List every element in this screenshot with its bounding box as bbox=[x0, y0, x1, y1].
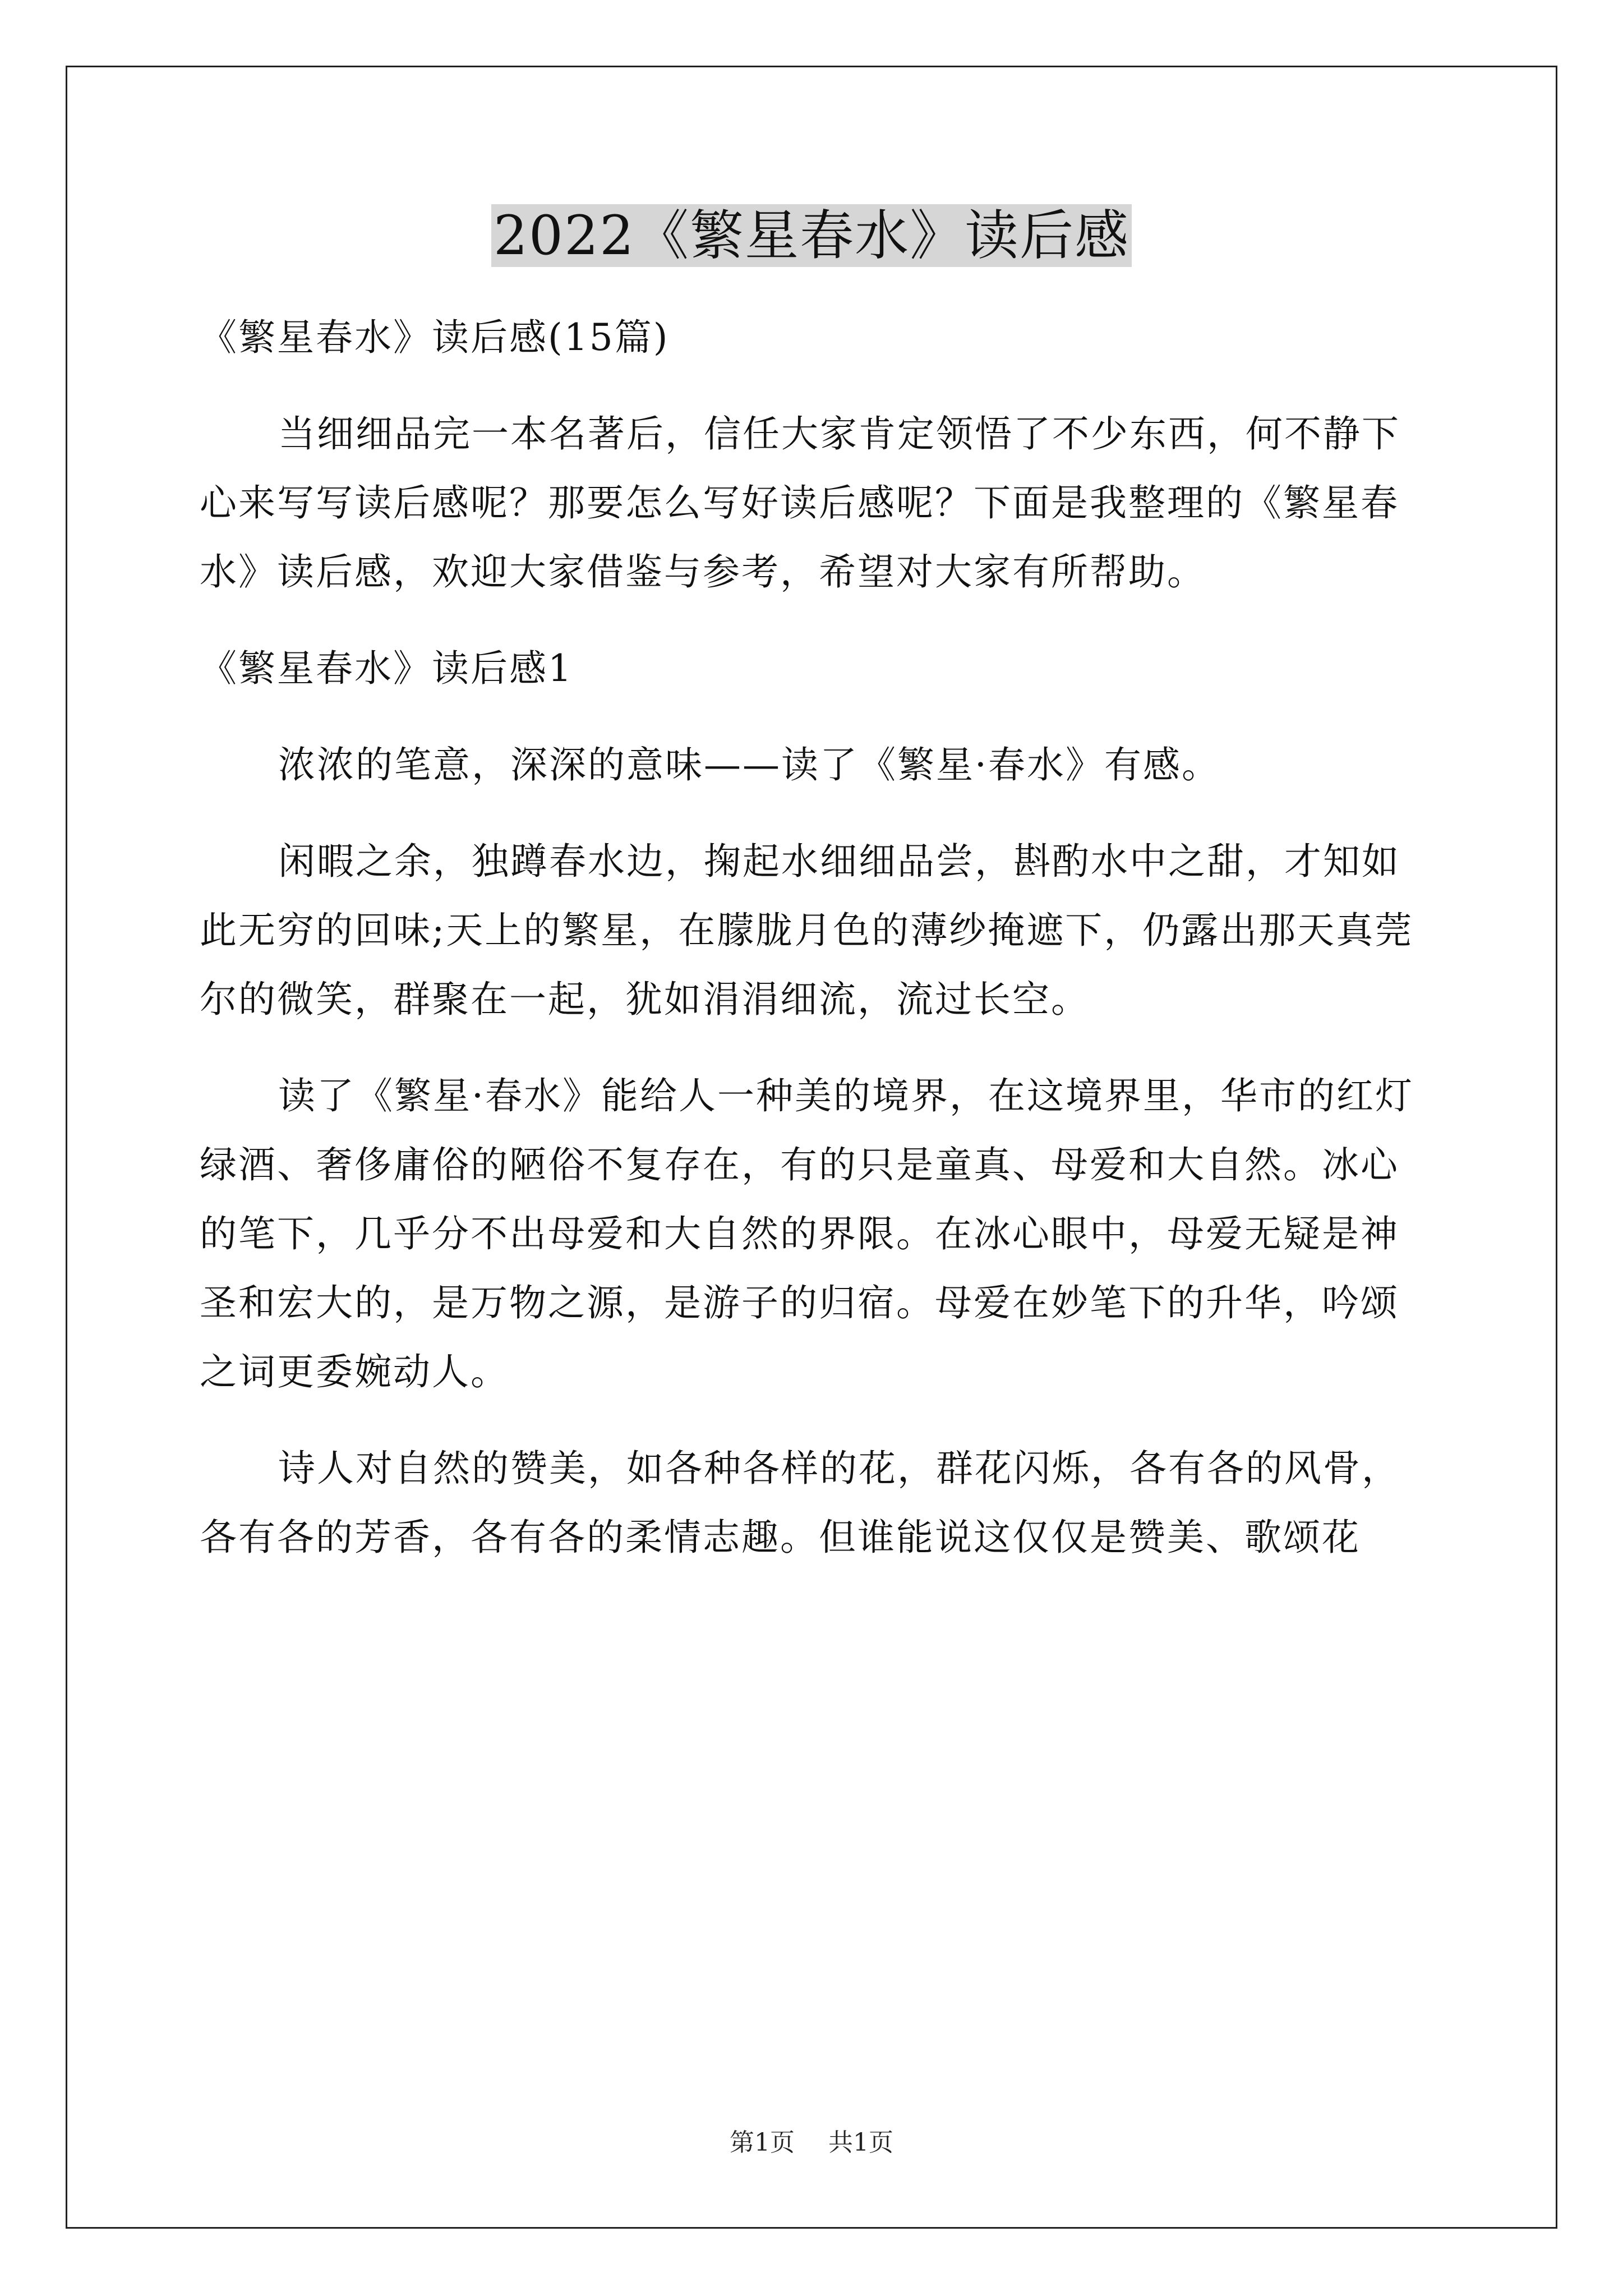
document-title bbox=[0, 194, 1623, 278]
body-paragraph: 诗人对自然的赞美，如各种各样的花，群花闪烁，各有各的风骨，各有各的芳香，各有各的柔情志趣。但谁能说这仅仅是赞美、歌颂花 bbox=[200, 1447, 1400, 1559]
body-paragraph: 当细细品完一本名著后，信任大家肯定领悟了不少东西，何不静下心来写写读后感呢？那要怎么写好读后感呢？下面是我整理的《繁星春水》读后感，欢迎大家借鉴与参考，希望对大家有所帮助。 bbox=[200, 412, 1400, 593]
page-total: 共1页 bbox=[828, 2128, 893, 2157]
section-heading: 《繁星春水》读后感(15篇) bbox=[200, 316, 670, 359]
page-footer bbox=[0, 2126, 1623, 2160]
section-heading: 《繁星春水》读后感1 bbox=[200, 647, 573, 690]
body-paragraph: 读了《繁星·春水》能给人一种美的境界，在这境界里，华市的红灯绿酒、奢侈庸俗的陋俗不复存在，有的只是童真、母爱和大自然。冰心的笔下，几乎分不出母爱和大自然的界限。在冰心眼中，母爱无疑是神圣和宏大的，是万物之源，是游子的归宿。母爱在妙笔下的升华，吟颂之词更委婉动人。 bbox=[200, 1074, 1414, 1393]
page-number: 第1页 bbox=[730, 2128, 795, 2157]
body-paragraph: 闲暇之余，独蹲春水边，掬起水细细品尝，斟酌水中之甜，才知如此无穷的回味;天上的繁星，在朦胧月色的薄纱掩遮下，仍露出那天真莞尔的微笑，群聚在一起，犹如涓涓细流，流过长空。 bbox=[200, 840, 1414, 1021]
body-paragraph: 浓浓的笔意，深深的意味——读了《繁星·春水》有感。 bbox=[278, 743, 1220, 786]
document-body bbox=[200, 303, 1428, 1599]
document-title-text: 2022《繁星春水》读后感 bbox=[491, 204, 1132, 267]
